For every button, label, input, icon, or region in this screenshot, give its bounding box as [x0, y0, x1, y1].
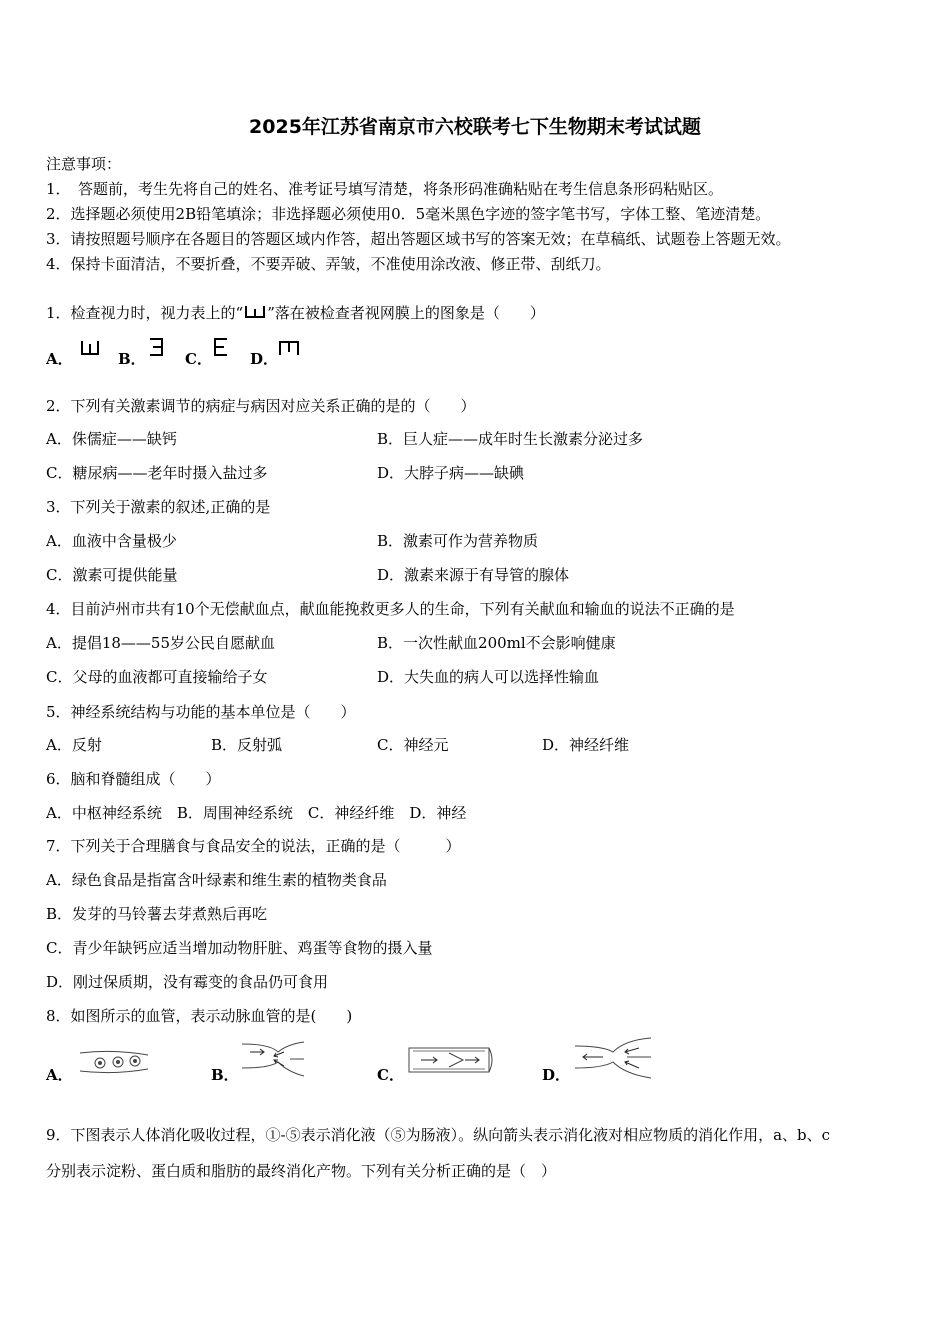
q3-option-d: D．激素来源于有导管的腺体	[377, 566, 570, 584]
q1-stem-part-b: ”落在被检查者视网膜上的图象是（ ）	[267, 304, 545, 322]
q2-option-c: C．糖尿病——老年时摄入盐过多	[46, 464, 268, 482]
vein-converging-figure	[240, 1040, 306, 1078]
q5-option-c: C．神经元	[377, 736, 449, 754]
q1-option-d-label: D．	[250, 350, 279, 368]
q4-option-c: C．父母的血液都可直接输给子女	[46, 668, 268, 686]
notice-item: 1． 答题前，考生先将自己的姓名、准考证号填写清楚，将条形码准确粘贴在考生信息条形码粘贴区。	[46, 180, 724, 198]
q2-option-a: A．侏儒症——缺钙	[46, 430, 177, 448]
q2-option-b: B．巨人症——成年时生长激素分泌过多	[377, 430, 644, 448]
question-6-stem: 6．脑和脊髓组成（ ）	[46, 770, 221, 788]
q4-option-d: D．大失血的病人可以选择性输血	[377, 668, 600, 686]
q1-option-a-label: A．	[46, 350, 73, 368]
question-5-stem: 5．神经系统结构与功能的基本单位是（ ）	[46, 703, 356, 721]
notice-item: 2．选择题必须使用2B铅笔填涂；非选择题必须使用0．5毫米黑色字迹的签字笔书写，字体工整、笔迹清楚。	[46, 205, 771, 223]
e-shape-up-icon	[244, 305, 266, 319]
question-2-stem: 2．下列有关激素调节的病症与病因对应关系正确的是的（ ）	[46, 397, 476, 415]
q1-stem-part-a: 1．检查视力时，视力表上的“	[46, 304, 244, 322]
notice-heading: 注意事项：	[46, 155, 122, 173]
q2-option-d: D．大脖子病——缺碘	[377, 464, 525, 482]
e-shape-down-icon	[278, 340, 300, 356]
q7-option-c: C．青少年缺钙应适当增加动物肝脏、鸡蛋等食物的摄入量	[46, 939, 433, 957]
q4-option-b: B．一次性献血200ml不会影响健康	[377, 634, 616, 652]
q8-option-a-label: A．	[46, 1066, 73, 1084]
q6-options: A．中枢神经系统 B．周围神经系统 C．神经纤维 D．神经	[46, 804, 467, 822]
question-1-stem	[46, 302, 545, 323]
question-7-stem: 7．下列关于合理膳食与食品安全的说法，正确的是（ ）	[46, 837, 461, 855]
q1-option-b-label: B．	[118, 350, 146, 368]
q7-option-a: A．绿色食品是指富含叶绿素和维生素的植物类食品	[46, 871, 387, 889]
question-4-stem: 4．目前泸州市共有10个无偿献血点，献血能挽救更多人的生命，下列有关献血和输血的说法不正确的是	[46, 600, 735, 618]
question-9-line-2: 分别表示淀粉、蛋白质和脂肪的最终消化产物。下列有关分析正确的是（ ）	[46, 1162, 557, 1180]
q5-option-b: B．反射弧	[211, 736, 283, 754]
q8-option-d-label: D．	[542, 1066, 571, 1084]
q1-option-c-label: C．	[185, 350, 212, 368]
question-8-stem: 8．如图所示的血管，表示动脉血管的是( )	[46, 1007, 353, 1025]
q3-option-a: A．血液中含量极少	[46, 532, 177, 550]
q7-option-d: D．刚过保质期，没有霉变的食品仍可食用	[46, 973, 329, 991]
question-9-line-1: 9．下图表示人体消化吸收过程，①-⑤表示消化液（⑤为肠液）。纵向箭头表示消化液对相应物质的消化作用，a、b、c	[46, 1126, 831, 1144]
e-shape-left-icon	[148, 337, 164, 357]
e-shape-right-icon	[213, 337, 229, 357]
vessel-with-valve-figure	[407, 1045, 497, 1075]
q5-option-d: D．神经纤维	[542, 736, 630, 754]
notice-item: 4．保持卡面清洁，不要折叠，不要弄破、弄皱，不准使用涂改液、修正带、刮纸刀。	[46, 255, 611, 273]
q7-option-b: B．发芽的马铃薯去芽煮熟后再吃	[46, 905, 268, 923]
q8-option-c-label: C．	[377, 1066, 404, 1084]
e-shape-up-icon	[80, 340, 100, 356]
q3-option-c: C．激素可提供能量	[46, 566, 178, 584]
q4-option-a: A．提倡18——55岁公民自愿献血	[46, 634, 276, 652]
page-title: 2025年江苏省南京市六校联考七下生物期末考试试题	[249, 116, 701, 138]
q5-option-a: A．反射	[46, 736, 102, 754]
q8-option-b-label: B．	[211, 1066, 239, 1084]
artery-branching-figure	[573, 1036, 653, 1080]
notice-item: 3．请按照题号顺序在各题目的答题区域内作答，超出答题区域书写的答案无效；在草稿纸、试题卷上答题无效。	[46, 230, 791, 248]
capillary-vessel-figure	[78, 1047, 150, 1077]
q3-option-b: B．激素可作为营养物质	[377, 532, 539, 550]
question-3-stem: 3．下列关于激素的叙述,正确的是	[46, 498, 271, 516]
